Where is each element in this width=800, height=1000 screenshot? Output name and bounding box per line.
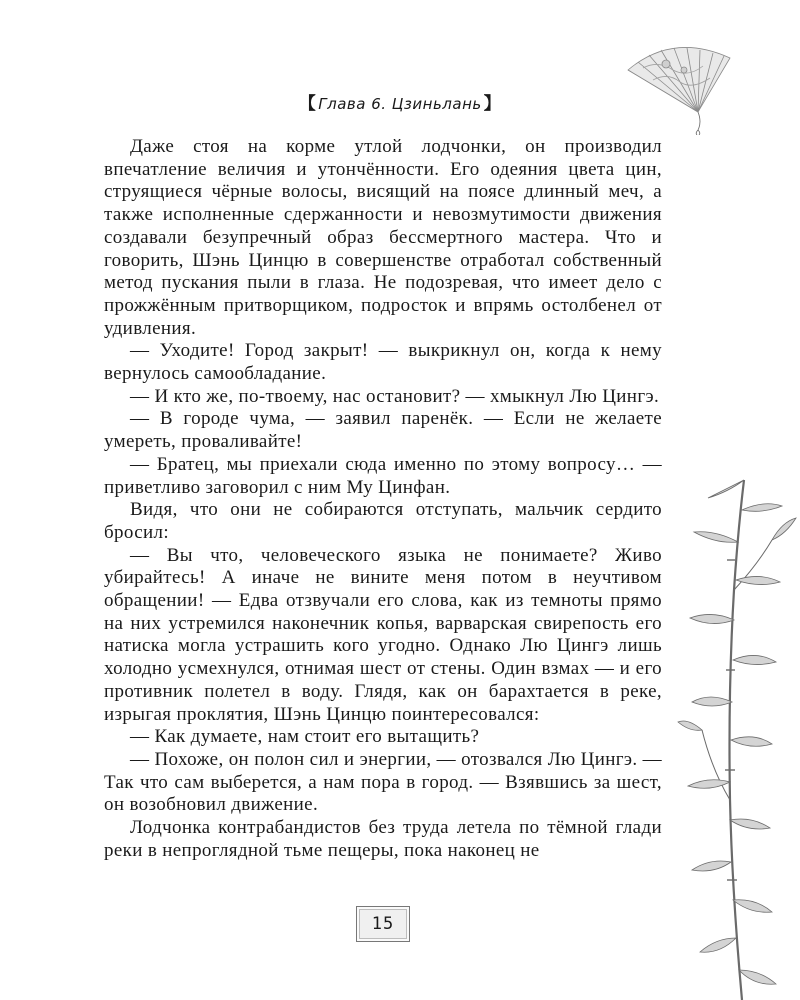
paragraph: — Похоже, он полон сил и энергии, — отозвался Лю Цингэ. — Так что сам выберется, а нам пора в город. — Взявшись за шест, он возобновил движение. <box>104 748 662 816</box>
paragraph: Даже стоя на корме утлой лодчонки, он производил впечатление величия и утончённости. Его одеяния цвета цин, струящиеся чёрные волосы, висящий на поясе длинный меч, а также исполненные сдержанности и невозмутимости движения создавали безупречный образ бессмертного мастера. Что и говорить, Шэнь Цинцю в совершенстве отработал собственный метод пускания пыли в глаза. Не подозревая, что имеет дело с прожжённым притворщиком, подросток и впрямь остолбенел от удивления. <box>104 136 662 339</box>
page-number-text: 15 <box>371 914 395 934</box>
paragraph: — И кто же, по-твоему, нас остановит? — хмыкнул Лю Цингэ. <box>130 385 660 407</box>
header-bracket-close: 】 <box>483 94 502 114</box>
header-bracket-open: 【 <box>298 94 317 114</box>
paragraph: Видя, что они не собираются отступать, мальчик сердито бросил: <box>104 499 662 543</box>
paragraph: — В городе чума, — заявил паренёк. — Если не желаете умереть, проваливайте! <box>104 408 662 453</box>
paragraph: — Как думаете, нам стоит его вытащить? <box>130 726 480 748</box>
page-number <box>356 906 410 942</box>
paragraph: — Братец, мы приехали сюда именно по этому вопросу… — приветливо заговорил с ним Му Цинфан. <box>104 453 662 498</box>
chapter-title: Глава 6. Цзиньлань <box>318 95 482 113</box>
folding-fan-icon <box>618 40 738 135</box>
paragraph: Лодчонка контрабандистов без труда летела по тёмной глади реки в непроглядной тьме пещеры, пока наконец не <box>104 817 662 861</box>
body-text <box>104 136 662 863</box>
paragraph: — Уходите! Город закрыт! — выкрикнул он, когда к нему вернулось самообладание. <box>104 340 662 385</box>
paragraph: — Вы что, человеческого языка не понимаете? Живо убирайтесь! А иначе не вините меня потом в неучтивом обращении! — Едва отзвучали его слова, как из темноты прямо на них устремился наконечник копья, варварская свирепость его натиска могла устрашить кого угодно. Однако Лю Цингэ лишь холодно усмехнулся, отнимая шест от стены. Один взмах — и его противник полетел в воду. Глядя, как он барахтается в реке, изрыгая проклятия, Шэнь Цинцю поинтересовался: <box>104 544 662 725</box>
bamboo-branch-icon <box>672 470 800 1000</box>
